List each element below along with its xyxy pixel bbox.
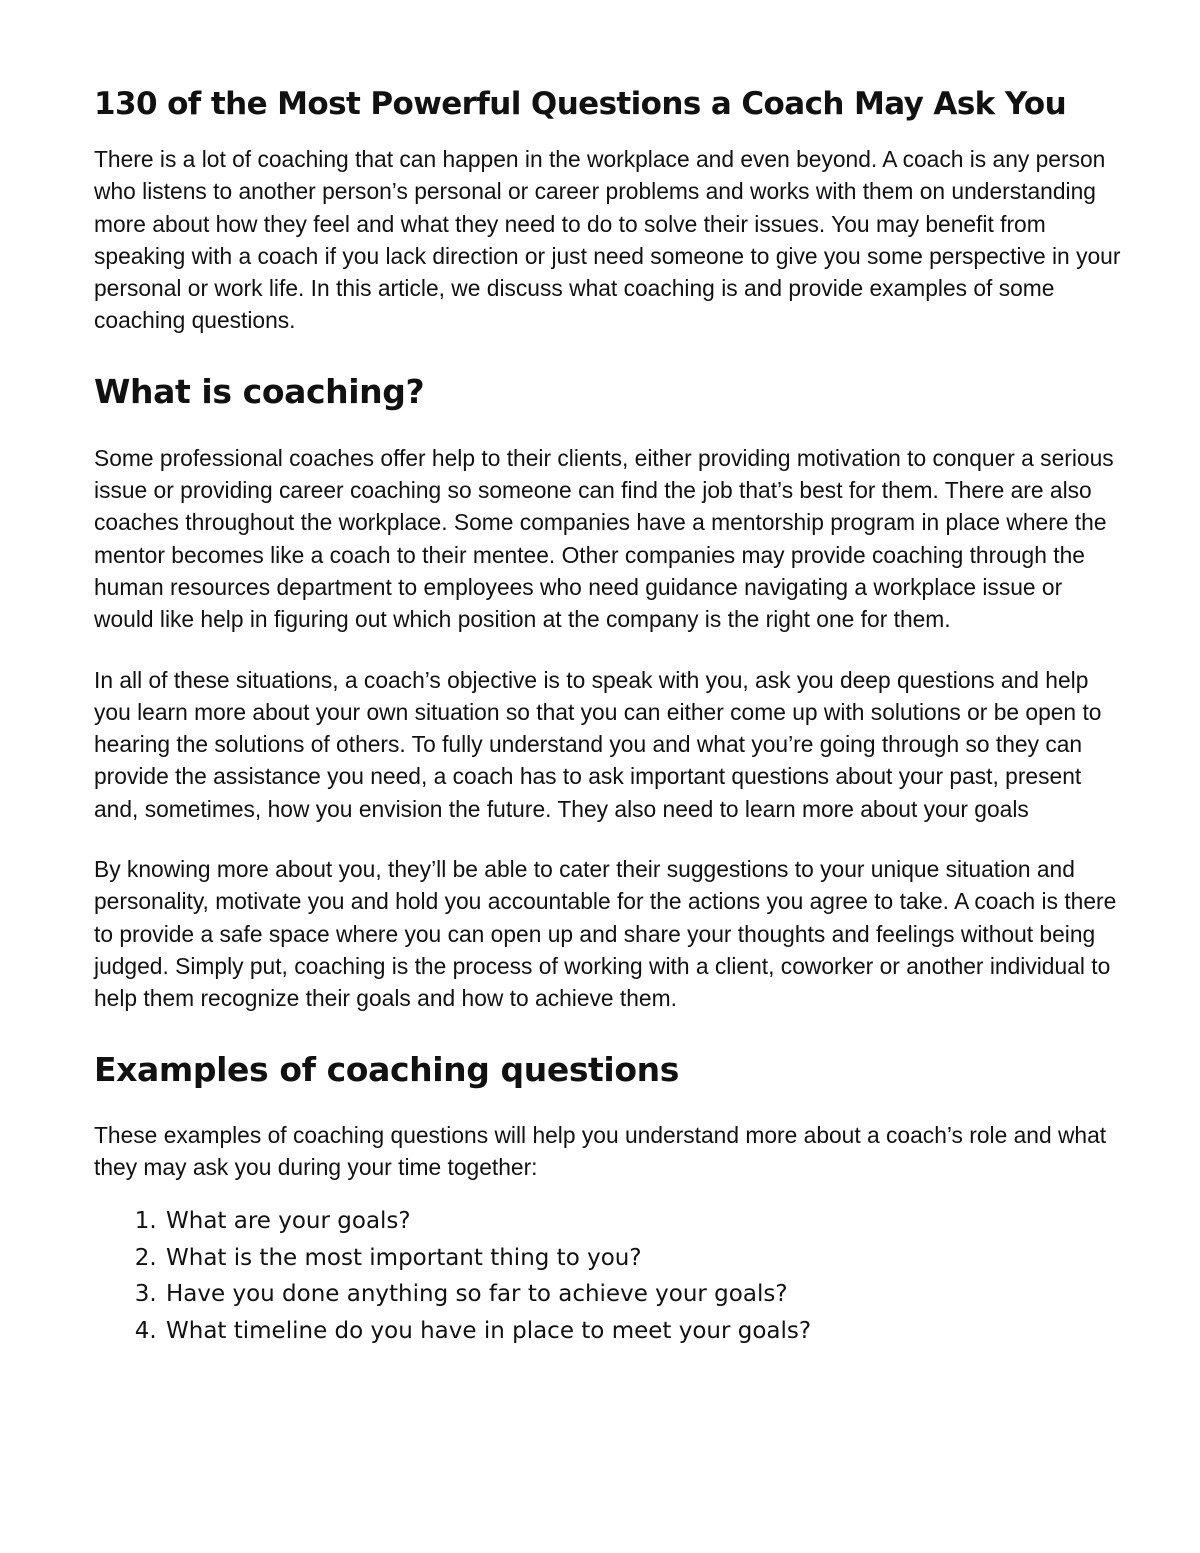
list-item: 3. Have you done anything so far to achieve your goals? [164, 1276, 1124, 1313]
list-item: 4. What timeline do you have in place to meet your goals? [164, 1313, 1124, 1350]
intro-paragraph: There is a lot of coaching that can happen in the workplace and even beyond. A coach is any person who listens to another person’s personal or career problems and works with them on understanding more about how they feel and what they need to do to solve their issues. You may benefit from speaking with a coach if you lack direction or just need someone to give you some perspective in your personal or work life. In this article, we discuss what coaching is and provide examples of some coaching questions. [94, 146, 1121, 334]
questions-list [94, 1203, 1124, 1349]
paragraph: By knowing more about you, they’ll be able to cater their suggestions to your unique situation and personality, motivate you and hold you accountable for the actions you agree to take. A coach is there to provide a safe space where you can open up and share your thoughts and feelings without being judged. Simply put, coaching is the process of working with a client, coworker or another individual to help them recognize their goals and how to achieve them. [94, 856, 1117, 1012]
list-item: 1. What are your goals? [164, 1203, 1124, 1240]
document-page [94, 82, 1124, 1349]
examples-intro-paragraph: These examples of coaching questions will help you understand more about a coach’s role and what they may ask you during your time together: [94, 1121, 1107, 1180]
section-heading-examples: Examples of coaching questions [94, 1049, 679, 1089]
paragraph: Some professional coaches offer help to their clients, either providing motivation to conquer a serious issue or providing career coaching so someone can find the job that’s best for them. There are also coaches throughout the workplace. Some companies have a mentorship program in place where the mentor becomes like a coach to their mentee. Other companies may provide coaching through the human resources department to employees who need guidance navigating a workplace issue or would like help in figuring out which position at the company is the right one for them. [94, 444, 1114, 633]
section-heading-what-is-coaching: What is coaching? [94, 371, 425, 411]
list-item: 2. What is the most important thing to you? [164, 1240, 1124, 1277]
document-title: 130 of the Most Powerful Questions a Coach May Ask You [94, 86, 1067, 122]
paragraph: In all of these situations, a coach’s objective is to speak with you, ask you deep questions and help you learn more about your own situation so that you can either come up with solutions or be open to hearing the solutions of others. To fully understand you and what you’re going through so they can provide the assistance you need, a coach has to ask important questions about your past, present and, sometimes, how you envision the future. They also need to learn more about your goals [94, 666, 1102, 822]
